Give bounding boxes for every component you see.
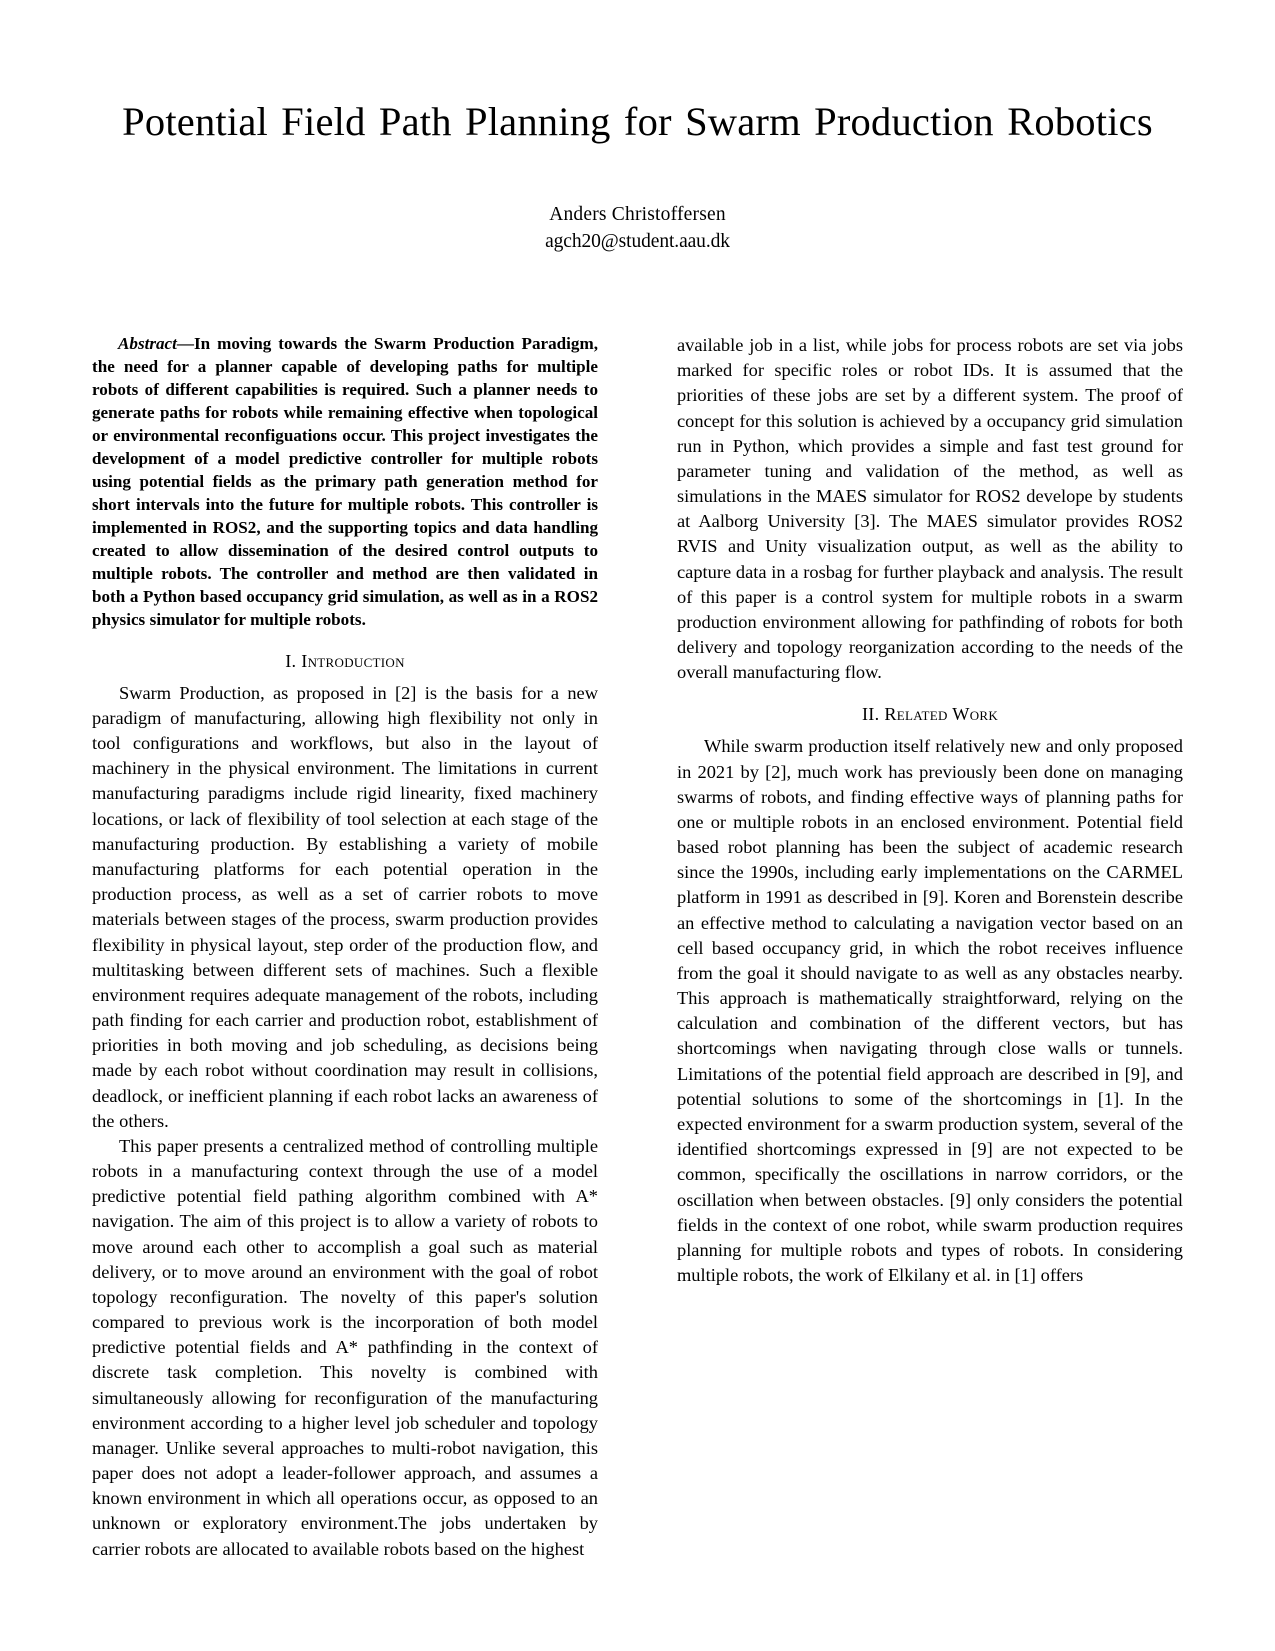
author-block <box>92 201 1183 256</box>
right-column <box>677 333 1183 1573</box>
left-column <box>92 333 598 1573</box>
abstract-label: Abstract <box>118 334 177 353</box>
intro-paragraph-2-continued: available job in a list, while jobs for process robots are set via jobs marked for specific roles or robot IDs. It is assumed that the priorities of these jobs are set by a different system. The proof of concept for this solution is achieved by a occupancy grid simulation run in Python, which provides a simple and fast test ground for parameter tuning and validation of the method, as well as simulations in the MAES simulator for ROS2 develope by students at Aalborg University [3]. The MAES simulator provides ROS2 RVIS and Unity visualization output, as well as the ability to capture data in a rosbag for further playback and analysis. The result of this paper is a control system for multiple robots in a swarm production environment allowing for pathfinding of robots for both delivery and topology reorganization according to the needs of the overall manufacturing flow. <box>677 335 1183 683</box>
section-heading-related-work <box>677 704 1183 725</box>
intro-paragraph-2: This paper presents a centralized method of controlling multiple robots in a manufacturing context through the use of a model predictive potential field pathing algorithm combined with A* navigation. The aim of this project is to allow a variety of robots to move around each other to accomplish a goal such as material delivery, or to move around an environment with the goal of robot topology reconfiguration. The novelty of this paper's solution compared to previous work is the incorporation of both model predictive potential fields and A* pathfinding in the context of discrete task completion. This novelty is combined with simultaneously allowing for reconfiguration of the manufacturing environment according to a higher level job scheduler and topology manager. Unlike several approaches to multi-robot navigation, this paper does not adopt a leader-follower approach, and assumes a known environment in which all operations occur, as opposed to an unknown or exploratory environment.The jobs undertaken by carrier robots are allocated to available robots based on the highest <box>92 1135 598 1559</box>
abstract-dash: — <box>176 334 194 353</box>
section-numeral: II. <box>861 704 880 725</box>
abstract-paragraph <box>92 333 598 632</box>
author-email: agch20@student.aau.dk <box>545 231 730 253</box>
related-work-paragraph-1: While swarm production itself relatively new and only proposed in 2021 by [2], much work has previously been done on managing swarms of robots, and finding effective ways of planning paths for one or multiple robots in an enclosed environment. Potential field based robot planning has been the subject of academic research since the 1990s, including early implementations on the CARMEL platform in 1991 as described in [9]. Koren and Borenstein describe an effective method to calculating a navigation vector based on an cell based occupancy grid, in which the robot receives influence from the goal it should navigate to as well as any obstacles nearby. This approach is mathematically straightforward, relying on the calculation and combination of the different vectors, but has shortcomings when navigating through close walls or tunnels. Limitations of the potential field approach are described in [9], and potential solutions to some of the shortcomings in [1]. In the expected environment for a swarm production system, several of the identified shortcomings expressed in [9] are not expected to be common, specifically the oscillations in narrow corridors, or the oscillation when between obstacles. [9] only considers the potential fields in the context of one robot, while swarm production requires planning for multiple robots and types of robots. In considering multiple robots, the work of Elkilany et al. in [1] offers <box>677 736 1183 1286</box>
author-name: Anders Christoffersen <box>549 203 726 225</box>
page-title: Potential Field Path Planning for Swarm Production Robotics <box>122 99 1153 144</box>
title-block <box>0 0 1275 256</box>
section-numeral: I. <box>285 650 297 671</box>
abstract-text: In moving towards the Swarm Production Paradigm, the need for a planner capable of developing paths for multiple robots of different capabilities is required. Such a planner needs to generate paths for robots while remaining effective when topological or environmental reconfiguations occur. This project investigates the development of a model predictive controller for multiple robots using potential fields as the primary path generation method for short intervals into the future for multiple robots. This controller is implemented in ROS2, and the supporting topics and data handling created to allow dissemination of the desired control outputs to multiple robots. The controller and method are then validated in both a Python based occupancy grid simulation, as well as in a ROS2 physics simulator for multiple robots. <box>92 334 598 629</box>
section-title: Related Work <box>884 704 999 725</box>
two-column-body <box>92 333 1183 1573</box>
intro-paragraph-1: Swarm Production, as proposed in [2] is the basis for a new paradigm of manufacturing, allowing high flexibility not only in tool configurations and workflows, but also in the layout of machinery in the physical environment. The limitations in current manufacturing paradigms include rigid linearity, fixed machinery locations, or lack of flexibility of tool selection at each stage of the manufacturing production. By establishing a variety of mobile manufacturing platforms for each potential operation in the production process, as well as a set of carrier robots to move materials between stages of the process, swarm production provides flexibility in physical layout, step order of the production flow, and multitasking between different sets of machines. Such a flexible environment requires adequate management of the robots, including path finding for each carrier and production robot, establishment of priorities in both moving and job scheduling, as decisions being made by each robot without coordination may result in collisions, deadlock, or inefficient planning if each robot lacks an awareness of the others. <box>92 682 598 1131</box>
section-heading-introduction <box>92 651 598 672</box>
section-title: Introduction <box>301 650 405 671</box>
